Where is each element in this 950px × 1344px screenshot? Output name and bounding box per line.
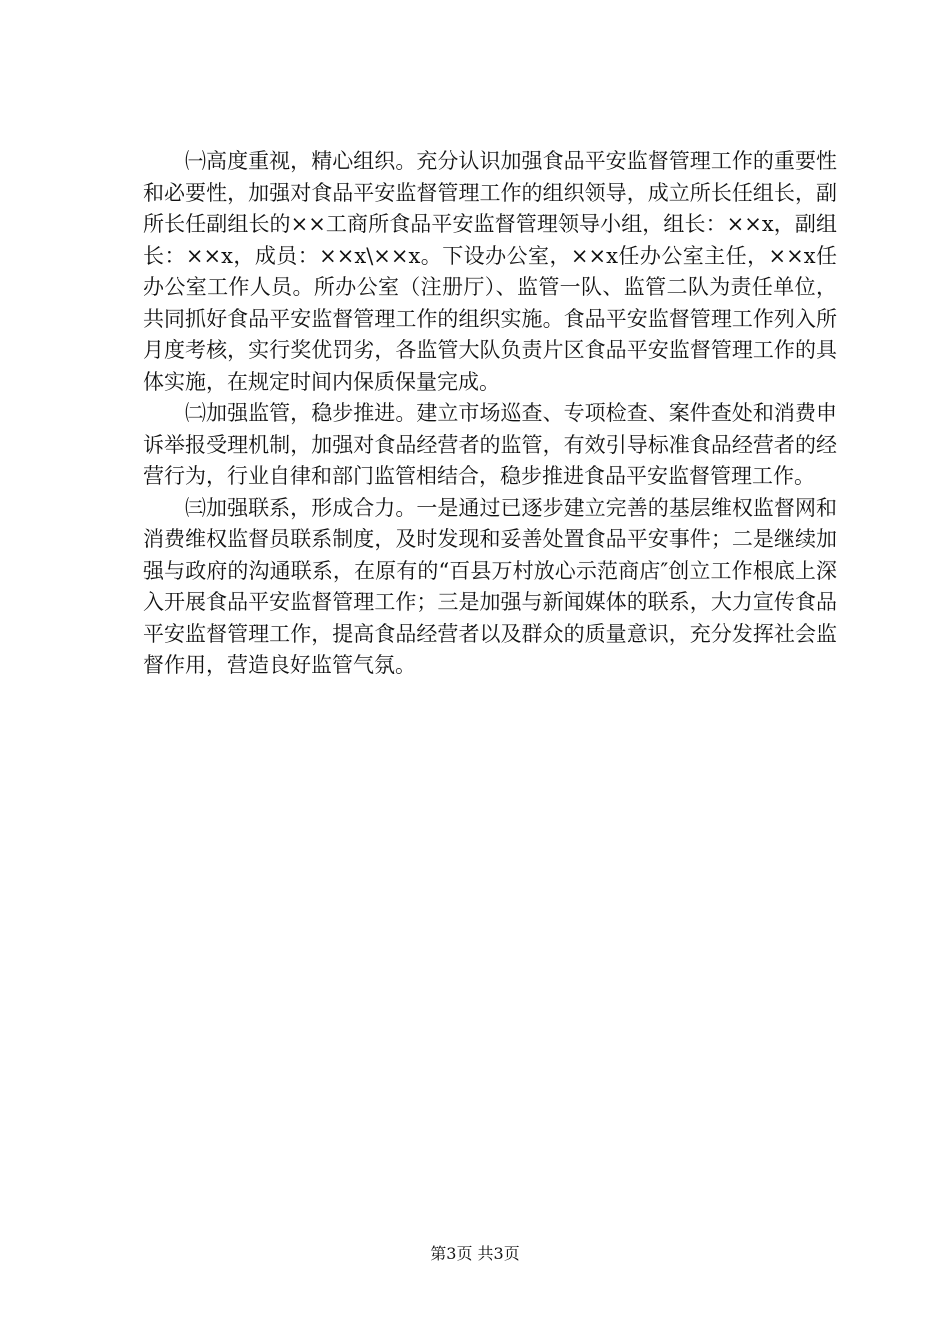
paragraph-organization: ㈠高度重视，精心组织。充分认识加强食品平安监督管理工作的重要性和必要性，加强对食品平安监督管理工作的组织领导，成立所长任组长，副所长任副组长的××工商所食品平安监督管理领导小组，组长：××x，副组长：××x，成员：××x\××x。下设办公室，××x任办公室主任，××x任办公室工作人员。所办公室（注册厅）、监管一队、监管二队为责任单位，共同抓好食品平安监督管理工作的组织实施。食品平安监督管理工作列入所月度考核，实行奖优罚劣，各监管大队负责片区食品平安监督管理工作的具体实施，在规定时间内保质保量完成。: [143, 149, 837, 394]
paragraph-cooperation: ㈢加强联系，形成合力。一是通过已逐步建立完善的基层维权监督网和消费维权监督员联系制度，及时发现和妥善处置食品平安事件；二是继续加强与政府的沟通联系，在原有的“百县万村放心示范商店″创立工作根底上深入开展食品平安监督管理工作；三是加强与新闻媒体的联系，大力宣传食品平安监督管理工作，提高食品经营者以及群众的质量意识，充分发挥社会监督作用，营造良好监管气氛。: [143, 495, 837, 677]
document-body: [143, 146, 837, 682]
page-footer: 第3页 共3页: [430, 1244, 520, 1263]
paragraph-supervision: ㈡加强监管，稳步推进。建立市场巡查、专项检查、案件查处和消费申诉举报受理机制，加强对食品经营者的监管，有效引导标准食品经营者的经营行为，行业自律和部门监管相结合，稳步推进食品平安监督管理工作。: [143, 401, 837, 488]
